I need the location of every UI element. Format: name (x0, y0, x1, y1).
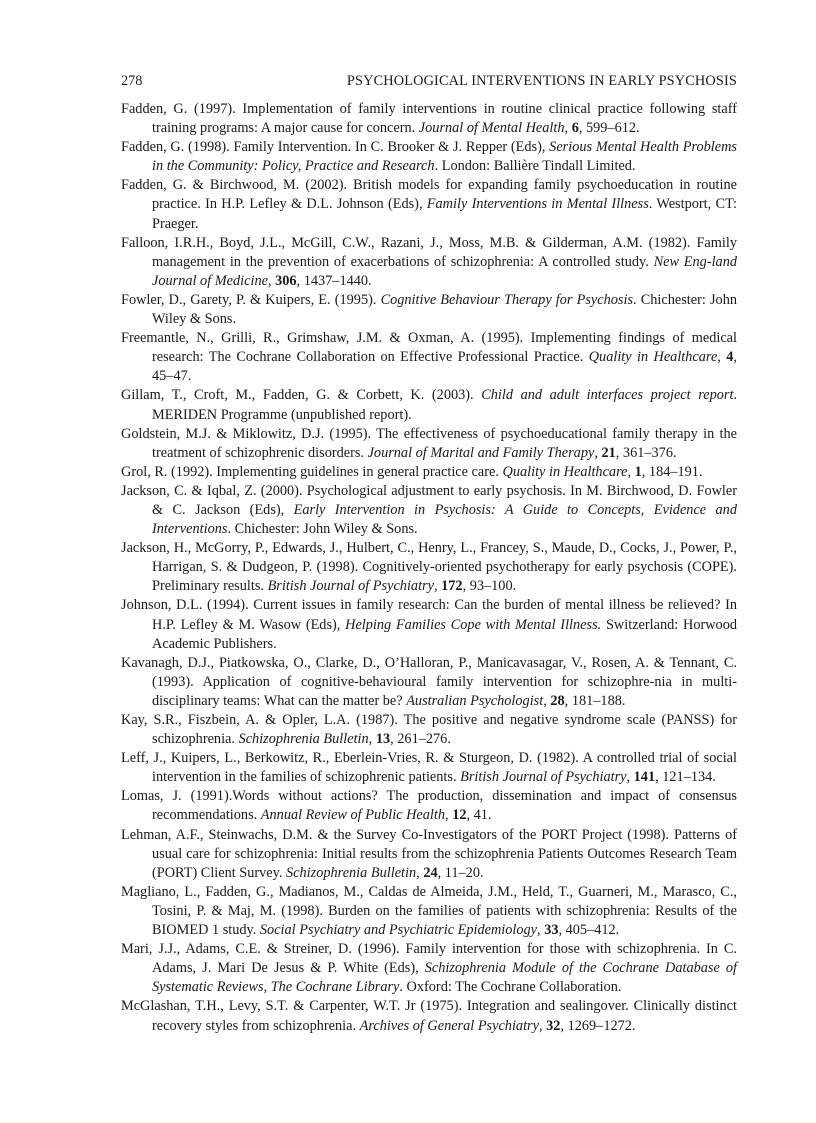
reference-text: Freemantle, N., Grilli, R., Grimshaw, J.M. & Oxman, A. (1995). Implementing findings of medical research: The Cochrane Collaboration on Effective Professional Practice. (121, 330, 737, 366)
reference-entry (121, 100, 737, 138)
reference-text: , 45–47. (152, 349, 737, 385)
reference-volume: 33 (544, 922, 559, 939)
reference-title: Australian Psychologist (406, 692, 544, 709)
reference-title: Child and adult interfaces project report (481, 387, 734, 404)
reference-title: Social Psychiatry and Psychiatric Epidemiology (259, 922, 538, 939)
reference-text: Fadden, G. (1998). Family Intervention. In C. Brooker & J. Repper (Eds), (121, 139, 550, 156)
reference-entry (121, 291, 737, 329)
reference-text: , (445, 807, 453, 824)
reference-volume: 28 (550, 692, 565, 709)
reference-entry (121, 425, 737, 463)
reference-text: , (368, 731, 376, 748)
reference-title: Schizophrenia Module of the Cochrane Database of Systematic Reviews (152, 960, 737, 996)
reference-text: , (538, 1017, 547, 1034)
reference-entry (121, 749, 737, 787)
reference-text: , 1437–1440. (296, 272, 372, 289)
reference-title: Journal of Mental Health (418, 120, 565, 137)
reference-entry (121, 654, 737, 711)
reference-title: Quality in Healthcare (588, 349, 718, 366)
reference-text: , 599–612. (578, 120, 640, 137)
reference-text: Johnson, D.L. (1994). Current issues in family research: Can the burden of mental illness be relieved? In H.P. Lefley & M. Wasow (Eds), (121, 597, 737, 633)
reference-text: Grol, R. (1992). Implementing guidelines in general practice care. (121, 463, 503, 480)
reference-title: Serious Mental Health Problems in the Community: Policy, Practice and Research (152, 139, 737, 175)
reference-text: . MERIDEN Programme (unpublished report). (152, 387, 737, 423)
reference-entry (121, 138, 737, 176)
reference-text: , 121–134. (655, 769, 716, 786)
reference-text: . Westport, CT: Praeger. (152, 196, 737, 232)
reference-title: Annual Review of Public Health (260, 807, 446, 824)
running-title: PSYCHOLOGICAL INTERVENTIONS IN EARLY PSYCHOSIS (346, 73, 737, 89)
reference-title: Family Interventions in Mental Illness (426, 196, 649, 213)
reference-text: Switzerland: Horwood Academic Publishers. (152, 616, 737, 652)
reference-list (121, 100, 737, 1036)
reference-text: Gillam, T., Croft, M., Fadden, G. & Corbett, K. (2003). (121, 387, 482, 404)
reference-text: Fadden, G. (1997). Implementation of family interventions in routine clinical practice following staff training programs: A major cause for concern. (121, 101, 737, 137)
reference-text: Falloon, I.R.H., Boyd, J.L., McGill, C.W., Razani, J., Moss, M.B. & Gilderman, A.M. (1982). Family management in the prevention of exacerbations of schizophrenia: A controlled study. (121, 234, 737, 270)
reference-entry (121, 711, 737, 749)
reference-entry (121, 787, 737, 825)
reference-text: , 361–376. (615, 444, 677, 461)
reference-entry (121, 176, 737, 233)
reference-entry (121, 386, 737, 424)
reference-text: McGlashan, T.H., Levy, S.T. & Carpenter, W.T. Jr (1975). Integration and sealingover. Clinically distinct recovery styles from schizophrenia. (121, 998, 737, 1034)
reference-volume: 6 (571, 120, 579, 137)
reference-text: Mari, J.J., Adams, C.E. & Streiner, D. (1996). Family intervention for those with schizophrenia. In C. Adams, J. Mari De Jesus & P. White (Eds), (121, 941, 737, 977)
reference-title: British Journal of Psychiatry (460, 769, 627, 786)
reference-text: , (717, 349, 727, 366)
reference-volume: 21 (601, 444, 616, 461)
reference-title: The Cochrane Library (270, 979, 400, 996)
reference-text: , (626, 769, 634, 786)
reference-entry (121, 997, 737, 1035)
reference-text: , 93–100. (462, 578, 517, 595)
reference-text: Magliano, L., Fadden, G., Madianos, M., Caldas de Almeida, J.M., Held, T., Guarneri, M., Marasco, C., Tosini, P. & Maj, M. (1998). Burden on the families of patients with schizophrenia: Results of the BIOMED 1 study. (121, 883, 737, 939)
reference-title: Quality in Healthcare (502, 463, 628, 480)
reference-entry (121, 596, 737, 653)
reference-text: , 1269–1272. (560, 1017, 636, 1034)
reference-entry (121, 329, 737, 386)
reference-text: , 181–188. (564, 692, 626, 709)
reference-text: Fadden, G. & Birchwood, M. (2002). British models for expanding family psychoeducation in routine practice. In H.P. Lefley & D.L. Johnson (Eds), (121, 177, 737, 213)
reference-volume: 306 (275, 272, 297, 289)
reference-entry (121, 940, 737, 997)
reference-text: Goldstein, M.J. & Miklowitz, D.J. (1995). The effectiveness of psychoeducational family therapy in the treatment of schizophrenic disorders. (121, 425, 737, 461)
reference-text: Fowler, D., Garety, P. & Kuipers, E. (1995). (121, 291, 381, 308)
reference-entry (121, 826, 737, 883)
reference-volume: 32 (546, 1017, 561, 1034)
reference-title: Journal of Marital and Family Therapy (367, 444, 595, 461)
reference-text: , (543, 692, 551, 709)
reference-title: Early Intervention in Psychosis: A Guide to Concepts, Evidence and Interventions (152, 501, 737, 538)
reference-title: New Eng-land Journal of Medicine (152, 253, 737, 289)
reference-text: Lehman, A.F., Steinwachs, D.M. & the Survey Co-Investigators of the PORT Project (1998). Patterns of usual care for schizophrenia: Initial results from the schizophrenia Patients Outcomes Research Team (PORT) Client Survey. (121, 826, 737, 881)
reference-text: . Chichester: John Wiley & Sons. (227, 521, 418, 538)
reference-title: Archives of General Psychiatry (359, 1017, 539, 1034)
reference-title: Cognitive Behaviour Therapy for Psychosis (380, 291, 634, 308)
reference-volume: 1 (634, 463, 642, 480)
reference-text: , (537, 922, 545, 939)
page-number: 278 (121, 73, 143, 89)
reference-text: . Oxford: The Cochrane Collaboration. (399, 979, 622, 996)
reference-text: , (564, 120, 572, 137)
reference-text: , (267, 272, 276, 289)
reference-text: . London: Ballière Tindall Limited. (434, 158, 636, 175)
reference-title: Schizophrenia Bulletin (286, 864, 417, 881)
reference-text: Jackson, C. & Iqbal, Z. (2000). Psychological adjustment to early psychosis. In M. Birchwood, D. Fowler & C. Jackson (Eds), (121, 482, 737, 518)
reference-entry (121, 539, 737, 596)
reference-text: , 41. (466, 807, 492, 824)
reference-text: , (433, 578, 442, 595)
reference-volume: 13 (375, 731, 391, 748)
reference-volume: 24 (423, 864, 438, 881)
reference-title: British Journal of Psychiatry (267, 578, 434, 595)
reference-text: , 261–276. (390, 731, 451, 748)
reference-text: Kavanagh, D.J., Piatkowska, O., Clarke, D., O’Halloran, P., Manicavasagar, V., Rosen, A. & Tennant, C. (1993). Application of cognitive-behavioural family intervention for schizophre-nia in multi-disciplinary teams: What can the matter be? (121, 654, 737, 709)
reference-text: Kay, S.R., Fiszbein, A. & Opler, L.A. (1987). The positive and negative syndrome scale (PANSS) for schizophrenia. (121, 712, 737, 748)
reference-text: Jackson, H., McGorry, P., Edwards, J., Hulbert, C., Henry, L., Francey, S., Maude, D., Cocks, J., Power, P., Harrigan, S. & Dudgeon, P. (1998). Cognitively-oriented psychotherapy for early psychosis (COPE). Preliminary results. (121, 540, 737, 595)
reference-title: Helping Families Cope with Mental Illness. (345, 616, 602, 633)
reference-entry (121, 883, 737, 940)
reference-text: Leff, J., Kuipers, L., Berkowitz, R., Eberlein-Vries, R. & Sturgeon, D. (1982). A controlled trial of social intervention in the families of schizophrenic patients. (121, 750, 737, 786)
reference-entry (121, 234, 737, 291)
reference-text: , 184–191. (641, 463, 703, 480)
reference-text: Lomas, J. (1991).Words without actions? The production, dissemination and impact of consensus recommendations. (121, 788, 737, 824)
reference-text: , (263, 979, 271, 996)
reference-text: , (416, 864, 424, 881)
reference-text: . Chichester: John Wiley & Sons. (152, 291, 737, 328)
reference-title: Schizophrenia Bulletin (238, 731, 369, 748)
page-header (121, 70, 737, 92)
reference-volume: 4 (726, 349, 734, 366)
reference-text: , 11–20. (437, 864, 484, 881)
reference-text: , (594, 444, 602, 461)
reference-text: , 405–412. (558, 922, 620, 939)
reference-volume: 172 (441, 578, 463, 595)
reference-volume: 141 (633, 769, 656, 786)
reference-text: , (627, 463, 635, 480)
reference-volume: 12 (452, 807, 467, 824)
reference-entry (121, 482, 737, 539)
reference-entry (121, 463, 737, 482)
